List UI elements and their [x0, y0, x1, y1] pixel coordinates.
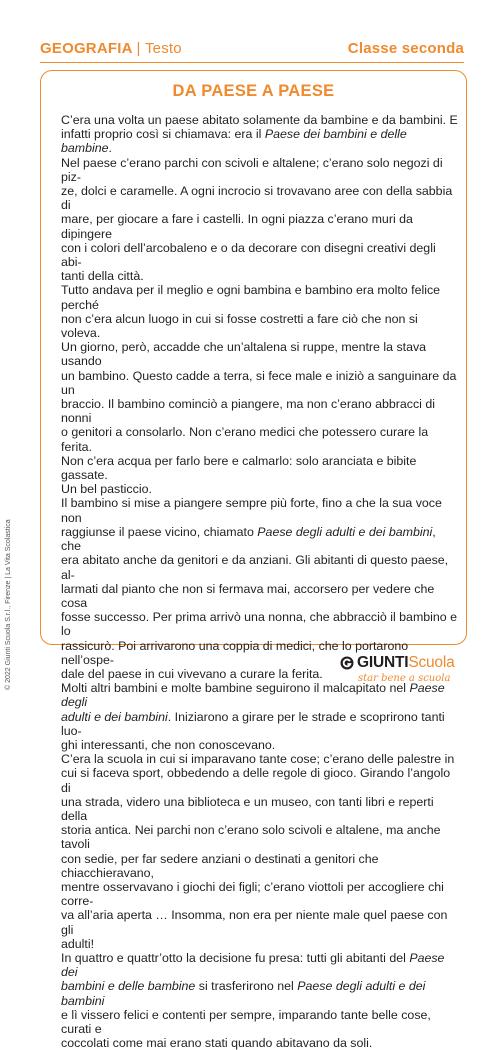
place-name-italic: Paese degli adulti e dei bambini: [257, 524, 433, 539]
header-divider: |: [136, 40, 141, 57]
paragraph-1: [61, 113, 459, 283]
paragraph-5-part-a: Molti altri bambini e molte bambine seguirono il malcapitato nel: [61, 681, 410, 696]
text-type-label: Testo: [144, 40, 182, 57]
paragraph-7: [61, 951, 459, 1050]
place-name-italic: Paese degli adulti e dei bambini: [61, 681, 445, 724]
story-text: [61, 113, 459, 1050]
paragraph-2: Tutto andava per il meglio e ogni bambina e bambino era molto felice perché non c’era alcun luogo in cui si fosse costretti a fare ciò che non si voleva.: [61, 283, 441, 341]
publisher-tagline: star bene a scuola: [358, 673, 451, 684]
place-name-italic: Paese degli adulti e dei bambini: [61, 979, 426, 1008]
story-title: DA PAESE A PAESE: [172, 82, 335, 100]
paragraph-4-part-c: , che era abitato anche da genitori e da anziani. Gli abitanti di questo paese, al- larmati dal pianto che non si fermava mai, accorsero per vedere che cosa fosse successo. Per prima arrivò una nonna, che abbracciò il bambino e lo rassicurò. Poi arrivarono una coppia di medici, che lo portarono nell’ospe- dale del paese in cui vivevano a curare la ferita.: [61, 524, 458, 681]
publisher-logo: [340, 654, 480, 688]
paragraph-7-part-c: si trasferirono nel: [195, 979, 298, 994]
place-name-italic: Paese dei bambini e delle bambine: [61, 127, 407, 156]
class-label: Classe seconda: [347, 40, 464, 57]
brand-bold: GIUNTI: [357, 654, 409, 671]
paragraph-6: C’era la scuola in cui si imparavano tante cose; c’erano delle palestre in cui si faceva sport, obbedendo a delle regole di gioco. Girando l’angolo di una strada, videro una biblioteca e un museo, con tanti libri e reperti della storia antica. Nei parchi non c’erano solo scivoli e altalene, ma anche tavoli con sedie, per far sedere anziani o destinati a genitori che chiacchieravano, mentre osservavano i giochi dei figli; c’erano viottoli per accogliere chi corre- va all’aria aperta … Insomma, non era per niente male quel paese con gli adulti!: [61, 752, 455, 951]
copyright-text: © 2022 Giunti Scuola S.r.l., Firenze | La Vita Scolastica: [5, 519, 12, 690]
subject-label: [40, 40, 182, 57]
paragraph-4-part-a: Il bambino si mise a piangere sempre più forte, fino a che la sua voce non raggiunse il paese vicino, chiamato: [61, 496, 442, 539]
paragraph-7-part-e: e lì vissero felici e contenti per sempre, imparando tante belle cose, curati e coccolati come mai erano stati quando abitavano da soli.: [61, 1007, 431, 1050]
subject-name: GEOGRAFIA: [40, 40, 133, 57]
paragraph-5: [61, 681, 459, 752]
paragraph-1-part-c: . Nel paese c’erano parchi con scivoli e altalene; c’erano solo negozi di piz- ze, dolci e caramelle. A ogni incrocio si trovavano aree con della sabbia di mare, per giocare a fare i castelli. In ogni piazza c’erano muri da dipingere con i colori dell’arcobaleno e o da decorare con disegni creativi degli abi- tanti della città.: [61, 141, 453, 284]
paragraph-5-part-c: . Iniziarono a girare per le strade e scoprirono tanti luo- ghi interessanti, che non conoscevano.: [61, 709, 445, 752]
copyright-credit: [3, 519, 17, 690]
header-rule: [40, 62, 464, 63]
place-name-italic: Paese dei bambini e delle bambine: [61, 950, 445, 994]
paragraph-1-part-a: C’era una volta un paese abitato solamente da bambine e da bambini. E infatti proprio così si chiamava: era il: [61, 113, 458, 142]
brand-light: Scuola: [408, 654, 455, 671]
publisher-name: [357, 654, 455, 672]
giunti-badge-icon: [340, 656, 354, 670]
paragraph-7-part-a: In quattro e quattr’otto la decisione fu presa: tutti gli abitanti del: [61, 950, 410, 965]
paragraph-3: Un giorno, però, accadde che un’altalena si ruppe, mentre la stava usando un bambino. Questo cadde a terra, si fece male e iniziò a sanguinare da un braccio. Il bambino cominciò a piangere, ma non c’erano abbracci di nonni o genitori a consolarlo. Non c’erano medici che potessero curare la ferita. Non c’era acqua per farlo bere e calmarlo: solo aranciata e bibite gassate. Un bel pasticcio.: [61, 340, 457, 497]
